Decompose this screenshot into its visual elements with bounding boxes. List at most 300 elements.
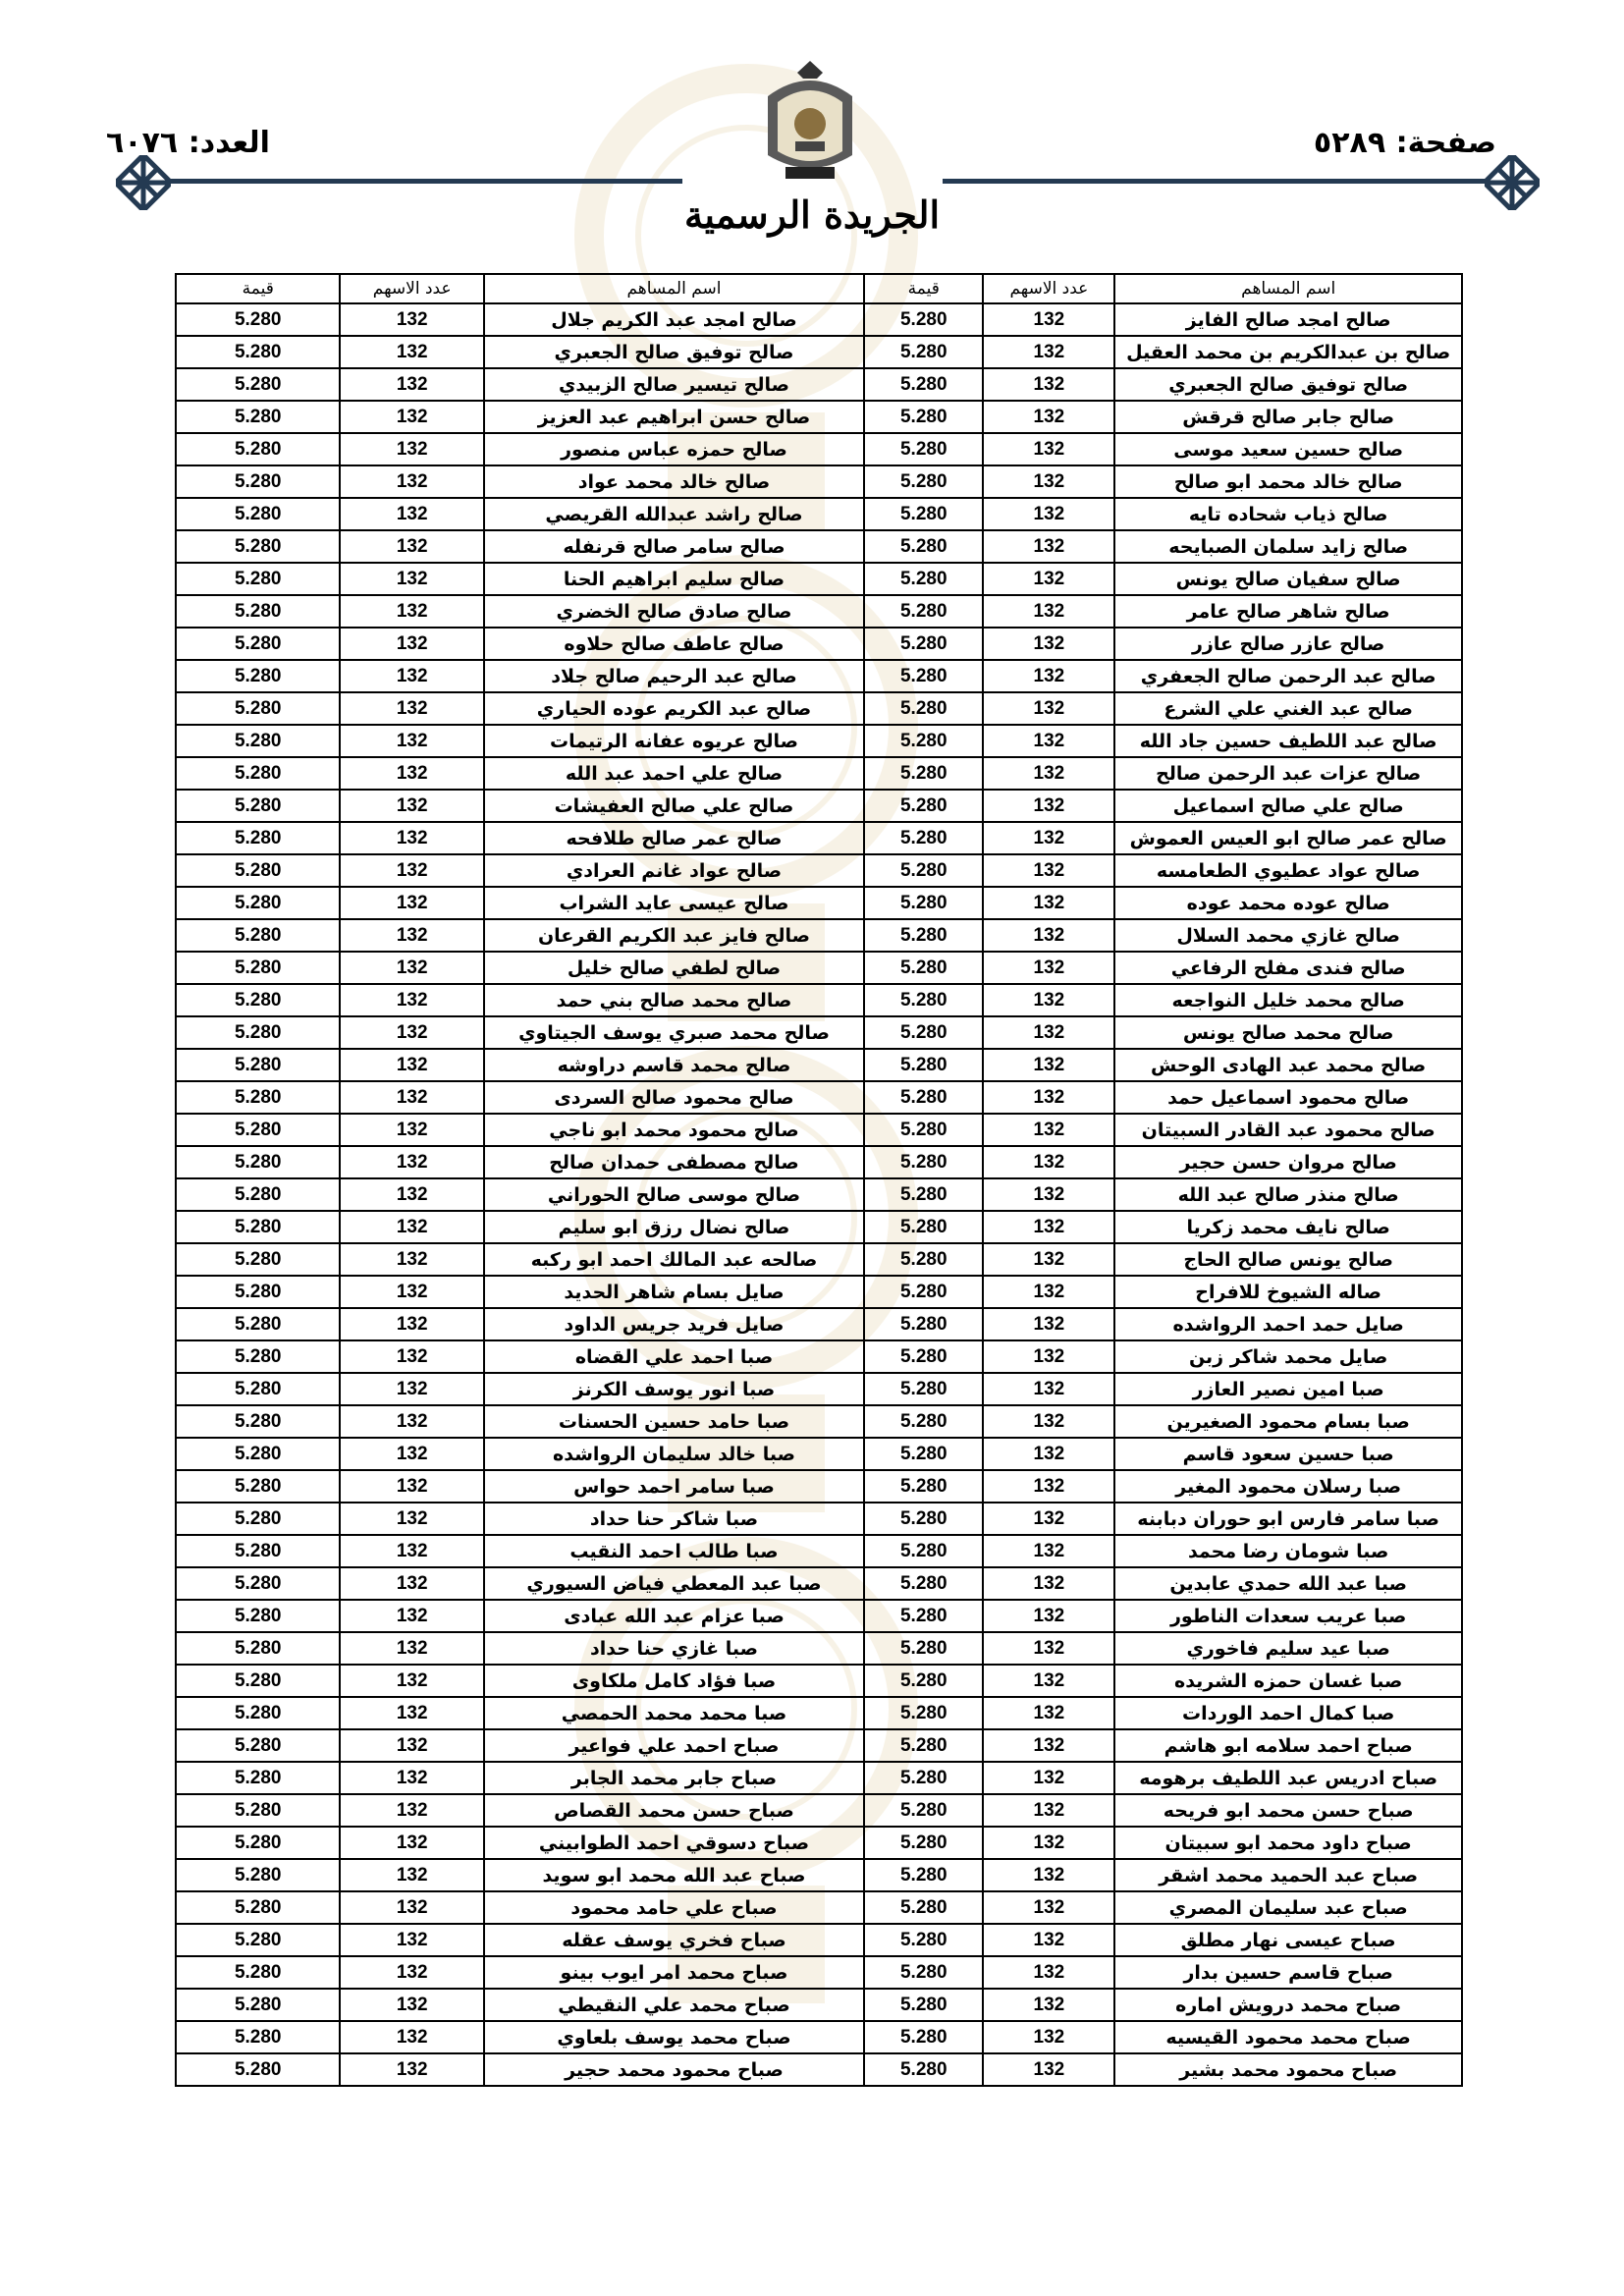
share-value: 5.280 — [864, 563, 983, 595]
shares-count: 132 — [983, 1243, 1114, 1276]
shares-count: 132 — [983, 1438, 1114, 1470]
shares-count: 132 — [983, 1859, 1114, 1891]
shareholder-name: صباح عبد الله محمد ابو سويد — [484, 1859, 864, 1891]
shareholder-name: صباح جابر محمد الجابر — [484, 1762, 864, 1794]
shares-count: 132 — [340, 2053, 483, 2086]
shareholder-name: صبا حسين سعود قاسم — [1114, 1438, 1462, 1470]
shareholder-name: صباح محمد يوسف بلعاوي — [484, 2021, 864, 2053]
shares-count: 132 — [983, 1827, 1114, 1859]
table-row — [176, 1665, 1462, 1697]
table-row — [176, 1049, 1462, 1081]
shares-count: 132 — [983, 563, 1114, 595]
share-value: 5.280 — [864, 433, 983, 465]
table-row — [176, 1114, 1462, 1146]
table-row — [176, 1016, 1462, 1049]
shareholder-name: صباح محمود محمد حجير — [484, 2053, 864, 2086]
share-value: 5.280 — [864, 1049, 983, 1081]
shareholder-name: صالح عيسى عايد الشراب — [484, 887, 864, 919]
shareholder-name: صباح محمد درويش اماره — [1114, 1989, 1462, 2021]
share-value: 5.280 — [176, 1016, 340, 1049]
shares-count: 132 — [983, 854, 1114, 887]
shares-count: 132 — [983, 1891, 1114, 1924]
shares-count: 132 — [340, 757, 483, 790]
share-value: 5.280 — [176, 563, 340, 595]
shares-count: 132 — [340, 1567, 483, 1600]
shares-count: 132 — [983, 465, 1114, 498]
share-value: 5.280 — [864, 790, 983, 822]
share-value: 5.280 — [176, 1600, 340, 1632]
shareholder-name: صالح علي صالح اسماعيل — [1114, 790, 1462, 822]
shareholder-name: صالح محمود عبد القادر السبيتان — [1114, 1114, 1462, 1146]
shareholder-name: صالح حمزه عباس منصور — [484, 433, 864, 465]
table-row — [176, 1211, 1462, 1243]
table-row — [176, 984, 1462, 1016]
table-row — [176, 887, 1462, 919]
shareholder-name: صبا فؤاد كامل ملكاوى — [484, 1665, 864, 1697]
share-value: 5.280 — [176, 1827, 340, 1859]
shares-count: 132 — [340, 303, 483, 336]
shareholder-name: صالح سامر صالح قرنفله — [484, 530, 864, 563]
shareholder-name: صباح دسوقي احمد الطوابيني — [484, 1827, 864, 1859]
shareholder-name: صالح علي صالح العفيشات — [484, 790, 864, 822]
shareholder-name: صباح محمد امر ايوب بينو — [484, 1956, 864, 1989]
share-value: 5.280 — [864, 1989, 983, 2021]
shareholder-name: صالح سفيان صالح يونس — [1114, 563, 1462, 595]
shares-count: 132 — [340, 1016, 483, 1049]
shares-count: 132 — [983, 1405, 1114, 1438]
shareholder-name: صبا حامد حسين الحسنات — [484, 1405, 864, 1438]
shares-count: 132 — [340, 952, 483, 984]
shares-count: 132 — [340, 1794, 483, 1827]
shares-count: 132 — [983, 757, 1114, 790]
table-row — [176, 1373, 1462, 1405]
table-row — [176, 1308, 1462, 1340]
table-row — [176, 498, 1462, 530]
shareholder-name: صالح يونس صالح الحاج — [1114, 1243, 1462, 1276]
shareholder-name: صالح محمد عبد الهادى الوحش — [1114, 1049, 1462, 1081]
shares-count: 132 — [983, 1503, 1114, 1535]
shareholder-name: صبا شومان رضا محمد — [1114, 1535, 1462, 1567]
share-value: 5.280 — [176, 628, 340, 660]
share-value: 5.280 — [176, 1146, 340, 1178]
shareholder-name: صالح عبد الكريم عوده الحياري — [484, 692, 864, 725]
shareholder-name: صبا غسان حمزه الشريده — [1114, 1665, 1462, 1697]
shares-count: 132 — [340, 1373, 483, 1405]
shares-count: 132 — [340, 498, 483, 530]
shares-count: 132 — [983, 1049, 1114, 1081]
shareholder-name: صالح سليم ابراهيم الحنا — [484, 563, 864, 595]
header-rule-right — [943, 179, 1488, 184]
table-row — [176, 1600, 1462, 1632]
shares-count: 132 — [983, 1989, 1114, 2021]
table-row — [176, 757, 1462, 790]
shareholder-name: صبا عبد الله حمدي عابدين — [1114, 1567, 1462, 1600]
shares-count: 132 — [340, 1438, 483, 1470]
shareholder-name: صباح علي حامد محمود — [484, 1891, 864, 1924]
share-value: 5.280 — [176, 919, 340, 952]
shareholder-name: صالح شاهر صالح عامر — [1114, 595, 1462, 628]
table-row — [176, 433, 1462, 465]
shares-count: 132 — [983, 1697, 1114, 1729]
shares-count: 132 — [340, 595, 483, 628]
share-value: 5.280 — [864, 1859, 983, 1891]
shares-count: 132 — [340, 854, 483, 887]
share-value: 5.280 — [176, 1632, 340, 1665]
share-value: 5.280 — [176, 725, 340, 757]
table-row — [176, 1405, 1462, 1438]
shares-count: 132 — [983, 725, 1114, 757]
shareholder-name: صالح عبد الرحيم صالح جلاد — [484, 660, 864, 692]
shares-count: 132 — [340, 1665, 483, 1697]
shareholder-name: صبا انور يوسف الكرنز — [484, 1373, 864, 1405]
table-row — [176, 1470, 1462, 1503]
table-row — [176, 2021, 1462, 2053]
shareholder-name: صبا سامر فارس ابو حوران دبابنه — [1114, 1503, 1462, 1535]
shares-count: 132 — [340, 1729, 483, 1762]
shares-count: 132 — [340, 1211, 483, 1243]
shareholder-name: صالح نضال رزق ابو سليم — [484, 1211, 864, 1243]
share-value: 5.280 — [864, 498, 983, 530]
shares-count: 132 — [340, 530, 483, 563]
shares-count: 132 — [340, 563, 483, 595]
share-value: 5.280 — [864, 1114, 983, 1146]
share-value: 5.280 — [176, 1956, 340, 1989]
shareholder-name: صباح ادريس عبد اللطيف برهومه — [1114, 1762, 1462, 1794]
share-value: 5.280 — [176, 1794, 340, 1827]
shareholder-name: صالح عواد غانم العرادي — [484, 854, 864, 887]
table-row — [176, 1697, 1462, 1729]
shareholder-name: صالح نايف محمد زكريا — [1114, 1211, 1462, 1243]
table-row — [176, 336, 1462, 368]
table-row — [176, 1827, 1462, 1859]
share-value: 5.280 — [176, 822, 340, 854]
shareholder-name: صالح حسين سعيد موسى — [1114, 433, 1462, 465]
shares-count: 132 — [983, 595, 1114, 628]
share-value: 5.280 — [176, 303, 340, 336]
shareholder-name: صاله الشيوخ للافراح — [1114, 1276, 1462, 1308]
share-value: 5.280 — [864, 1697, 983, 1729]
share-value: 5.280 — [176, 1211, 340, 1243]
shareholder-name: صباح داود محمد ابو سبيتان — [1114, 1827, 1462, 1859]
share-value: 5.280 — [176, 1535, 340, 1567]
shares-count: 132 — [340, 1470, 483, 1503]
share-value: 5.280 — [864, 1729, 983, 1762]
column-header: قيمة — [864, 274, 983, 303]
share-value: 5.280 — [864, 660, 983, 692]
table-row — [176, 1567, 1462, 1600]
table-row — [176, 1989, 1462, 2021]
table-row — [176, 1276, 1462, 1308]
shares-count: 132 — [983, 919, 1114, 952]
shareholder-name: صبا خالد سليمان الرواشده — [484, 1438, 864, 1470]
shareholder-name: صايل فريد جريس الداود — [484, 1308, 864, 1340]
shares-count: 132 — [983, 984, 1114, 1016]
share-value: 5.280 — [176, 1503, 340, 1535]
table-row — [176, 1859, 1462, 1891]
shareholder-name: صبا كمال احمد الوردات — [1114, 1697, 1462, 1729]
shareholder-name: صالح محمد صبري يوسف الجيتاوي — [484, 1016, 864, 1049]
shares-count: 132 — [340, 1989, 483, 2021]
share-value: 5.280 — [864, 854, 983, 887]
shareholder-name: صباح قاسم حسين بدار — [1114, 1956, 1462, 1989]
share-value: 5.280 — [864, 1891, 983, 1924]
shares-count: 132 — [983, 1762, 1114, 1794]
shareholder-name: صبا سامر احمد حواس — [484, 1470, 864, 1503]
header-rule-left — [167, 179, 682, 184]
shareholder-name: صالح عمر صالح ابو العيس العموش — [1114, 822, 1462, 854]
table-row — [176, 854, 1462, 887]
share-value: 5.280 — [176, 984, 340, 1016]
shareholder-name: صباح محمد محمود القيسيه — [1114, 2021, 1462, 2053]
share-value: 5.280 — [864, 822, 983, 854]
shareholder-name: صباح محمود محمد بشير — [1114, 2053, 1462, 2086]
share-value: 5.280 — [176, 1276, 340, 1308]
table-row — [176, 563, 1462, 595]
share-value: 5.280 — [864, 1794, 983, 1827]
share-value: 5.280 — [176, 1340, 340, 1373]
shares-count: 132 — [340, 1956, 483, 1989]
table-row — [176, 465, 1462, 498]
table-row — [176, 530, 1462, 563]
table-row — [176, 303, 1462, 336]
shares-count: 132 — [340, 1243, 483, 1276]
table-row — [176, 919, 1462, 952]
share-value: 5.280 — [864, 1632, 983, 1665]
shares-count: 132 — [340, 1891, 483, 1924]
share-value: 5.280 — [176, 1049, 340, 1081]
shareholder-name: صالح فايز عبد الكريم القرعان — [484, 919, 864, 952]
share-value: 5.280 — [864, 465, 983, 498]
table-row — [176, 2053, 1462, 2086]
shares-count: 132 — [340, 1049, 483, 1081]
column-header: عدد الاسهم — [983, 274, 1114, 303]
shareholder-name: صبا بسام محمود الصغيرين — [1114, 1405, 1462, 1438]
shareholder-name: صباح احمد علي فواعير — [484, 1729, 864, 1762]
share-value: 5.280 — [176, 887, 340, 919]
shares-count: 132 — [340, 628, 483, 660]
share-value: 5.280 — [864, 1567, 983, 1600]
share-value: 5.280 — [864, 1146, 983, 1178]
shares-count: 132 — [983, 1535, 1114, 1567]
shares-count: 132 — [983, 1729, 1114, 1762]
shares-count: 132 — [340, 1859, 483, 1891]
shares-count: 132 — [983, 628, 1114, 660]
table-row — [176, 1762, 1462, 1794]
shareholder-name: صالح خالد محمد ابو صالح — [1114, 465, 1462, 498]
share-value: 5.280 — [176, 1859, 340, 1891]
shareholder-name: صالحه عبد المالك احمد ابو ركبه — [484, 1243, 864, 1276]
shares-count: 132 — [983, 498, 1114, 530]
share-value: 5.280 — [864, 1665, 983, 1697]
shares-count: 132 — [983, 1956, 1114, 1989]
share-value: 5.280 — [864, 401, 983, 433]
share-value: 5.280 — [864, 1178, 983, 1211]
shareholder-name: صالح عبد الغني علي الشرع — [1114, 692, 1462, 725]
shareholder-name: صالح محمد خليل النواجعه — [1114, 984, 1462, 1016]
shareholder-name: صبا عيد سليم فاخوري — [1114, 1632, 1462, 1665]
shares-count: 132 — [340, 1081, 483, 1114]
shareholder-name: صالح عزات عبد الرحمن صالح — [1114, 757, 1462, 790]
shareholder-name: صايل حمد احمد الرواشده — [1114, 1308, 1462, 1340]
table-row — [176, 1243, 1462, 1276]
table-row — [176, 1146, 1462, 1178]
share-value: 5.280 — [176, 465, 340, 498]
shares-count: 132 — [983, 1470, 1114, 1503]
gazette-title: الجريدة الرسمية — [683, 192, 941, 237]
share-value: 5.280 — [176, 1891, 340, 1924]
shares-count: 132 — [340, 984, 483, 1016]
shares-count: 132 — [983, 1016, 1114, 1049]
share-value: 5.280 — [864, 1373, 983, 1405]
shares-count: 132 — [340, 1308, 483, 1340]
shareholder-name: صالح عمر صالح طلافحه — [484, 822, 864, 854]
share-value: 5.280 — [176, 336, 340, 368]
shares-count: 132 — [340, 822, 483, 854]
shareholder-name: صالح خالد محمد عواد — [484, 465, 864, 498]
share-value: 5.280 — [176, 1308, 340, 1340]
shareholder-name: صبا محمد محمد الحمصي — [484, 1697, 864, 1729]
shares-count: 132 — [983, 790, 1114, 822]
shareholder-name: صالح محمود صالح السردى — [484, 1081, 864, 1114]
share-value: 5.280 — [176, 1373, 340, 1405]
shareholder-name: صبا رسلان محمود المغير — [1114, 1470, 1462, 1503]
shareholder-name: صالح عاطف صالح حلاوه — [484, 628, 864, 660]
table-row — [176, 401, 1462, 433]
shareholder-name: صايل بسام شاهر الحديد — [484, 1276, 864, 1308]
table-row — [176, 790, 1462, 822]
column-header: عدد الاسهم — [340, 274, 483, 303]
shareholder-name: صباح محمد علي النقيطي — [484, 1989, 864, 2021]
share-value: 5.280 — [864, 757, 983, 790]
shares-count: 132 — [983, 1340, 1114, 1373]
table-row — [176, 1503, 1462, 1535]
shareholders-table — [175, 273, 1463, 2087]
shareholder-name: صباح حسن محمد ابو فريحه — [1114, 1794, 1462, 1827]
shares-count: 132 — [340, 465, 483, 498]
shares-count: 132 — [340, 1340, 483, 1373]
gazette-header — [0, 0, 1624, 255]
table-row — [176, 368, 1462, 401]
shareholder-name: صبا عريب سعدات الناطور — [1114, 1600, 1462, 1632]
shares-count: 132 — [983, 692, 1114, 725]
shares-count: 132 — [983, 303, 1114, 336]
shares-count: 132 — [340, 1827, 483, 1859]
shares-count: 132 — [340, 1535, 483, 1567]
share-value: 5.280 — [864, 984, 983, 1016]
share-value: 5.280 — [176, 692, 340, 725]
share-value: 5.280 — [176, 757, 340, 790]
shares-count: 132 — [340, 790, 483, 822]
shareholder-name: صالح عريوه عفانه الرتيمات — [484, 725, 864, 757]
share-value: 5.280 — [864, 887, 983, 919]
shareholder-name: صالح مروان حسن حجير — [1114, 1146, 1462, 1178]
share-value: 5.280 — [864, 1081, 983, 1114]
shareholder-name: صالح موسى صالح الحوراني — [484, 1178, 864, 1211]
share-value: 5.280 — [864, 1438, 983, 1470]
page-number: صفحة: ٥٢٨٩ — [1313, 126, 1496, 160]
shares-count: 132 — [983, 1146, 1114, 1178]
share-value: 5.280 — [864, 1535, 983, 1567]
share-value: 5.280 — [176, 401, 340, 433]
share-value: 5.280 — [176, 1081, 340, 1114]
shares-count: 132 — [983, 1308, 1114, 1340]
shares-count: 132 — [983, 1114, 1114, 1146]
shareholder-name: صباح عيسى نهار مطلق — [1114, 1924, 1462, 1956]
shareholder-name: صالح بن عبدالكريم بن محمد العقيل — [1114, 336, 1462, 368]
shares-count: 132 — [340, 1697, 483, 1729]
share-value: 5.280 — [176, 2053, 340, 2086]
share-value: 5.280 — [864, 595, 983, 628]
shares-count: 132 — [340, 368, 483, 401]
shares-count: 132 — [340, 433, 483, 465]
shares-count: 132 — [983, 336, 1114, 368]
table-row — [176, 1178, 1462, 1211]
shareholder-name: صالح عوده محمد عوده — [1114, 887, 1462, 919]
share-value: 5.280 — [864, 1016, 983, 1049]
shares-count: 132 — [983, 1665, 1114, 1697]
share-value: 5.280 — [864, 1211, 983, 1243]
share-value: 5.280 — [176, 952, 340, 984]
shares-count: 132 — [983, 822, 1114, 854]
shareholder-name: صالح امجد صالح الفايز — [1114, 303, 1462, 336]
shares-count: 132 — [983, 1632, 1114, 1665]
shares-count: 132 — [340, 1762, 483, 1794]
share-value: 5.280 — [176, 1697, 340, 1729]
share-value: 5.280 — [176, 1665, 340, 1697]
shareholder-name: صباح عبد الحميد محمد اشقر — [1114, 1859, 1462, 1891]
shareholder-name: صباح حسن محمد القصاص — [484, 1794, 864, 1827]
share-value: 5.280 — [176, 1924, 340, 1956]
share-value: 5.280 — [176, 530, 340, 563]
table-row — [176, 1340, 1462, 1373]
shares-count: 132 — [340, 1114, 483, 1146]
shares-count: 132 — [983, 1178, 1114, 1211]
shares-count: 132 — [983, 2053, 1114, 2086]
table-row — [176, 1535, 1462, 1567]
shares-count: 132 — [983, 887, 1114, 919]
shareholder-name: صالح عبد اللطيف حسين جاد الله — [1114, 725, 1462, 757]
share-value: 5.280 — [864, 2053, 983, 2086]
shares-count: 132 — [340, 1632, 483, 1665]
share-value: 5.280 — [864, 303, 983, 336]
share-value: 5.280 — [864, 1956, 983, 1989]
share-value: 5.280 — [176, 1178, 340, 1211]
share-value: 5.280 — [864, 1503, 983, 1535]
shares-count: 132 — [983, 952, 1114, 984]
share-value: 5.280 — [864, 1308, 983, 1340]
share-value: 5.280 — [864, 1600, 983, 1632]
table-body — [176, 303, 1462, 2086]
shareholder-name: صالح امجد عبد الكريم جلال — [484, 303, 864, 336]
table-row — [176, 1794, 1462, 1827]
share-value: 5.280 — [176, 660, 340, 692]
share-value: 5.280 — [176, 1989, 340, 2021]
table-row — [176, 1924, 1462, 1956]
shareholder-name: صبا شاكر حنا حداد — [484, 1503, 864, 1535]
shareholder-name: صالح زايد سلمان الصبايحه — [1114, 530, 1462, 563]
share-value: 5.280 — [864, 1243, 983, 1276]
share-value: 5.280 — [176, 1243, 340, 1276]
shareholder-name: صالح فندى مفلح الرفاعي — [1114, 952, 1462, 984]
shareholder-name: صباح احمد سلامه ابو هاشم — [1114, 1729, 1462, 1762]
share-value: 5.280 — [176, 1729, 340, 1762]
shareholder-name: صالح محمود محمد ابو ناجي — [484, 1114, 864, 1146]
shareholder-name: صالح عبد الرحمن صالح الجعفري — [1114, 660, 1462, 692]
shareholder-name: صالح مصطفى حمدان صالح — [484, 1146, 864, 1178]
shareholder-name: صالح غازي محمد السلال — [1114, 919, 1462, 952]
share-value: 5.280 — [864, 692, 983, 725]
table-row — [176, 692, 1462, 725]
